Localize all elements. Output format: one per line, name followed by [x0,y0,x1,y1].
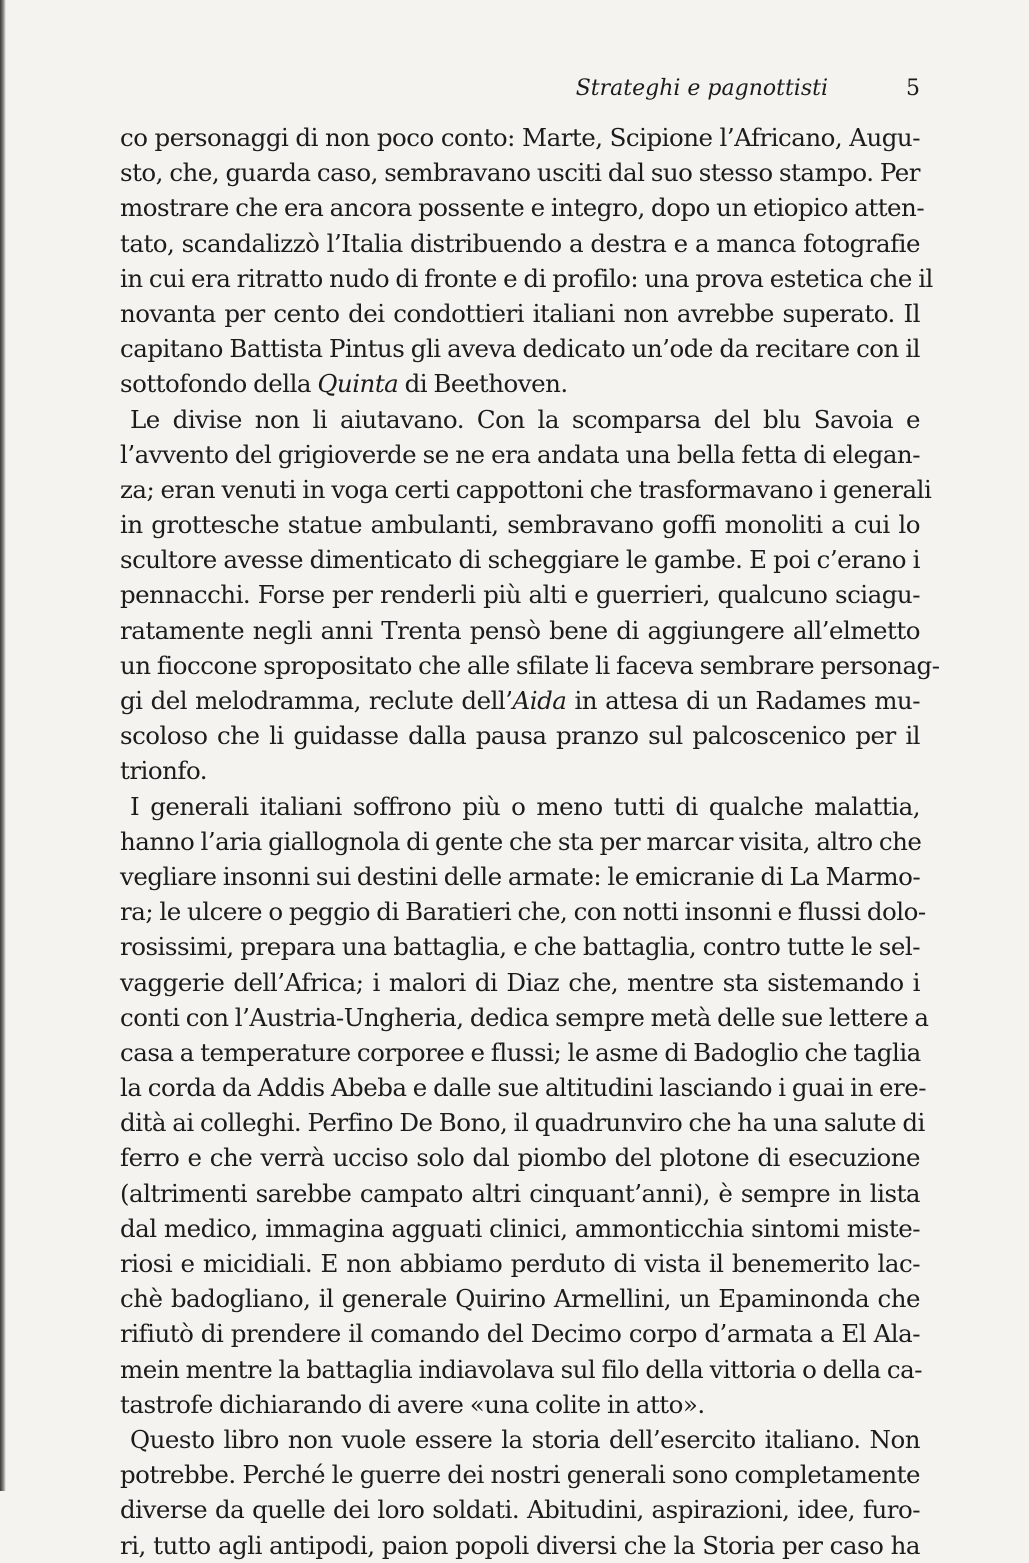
text-line: scultore avesse dimenticato di scheggiare le gambe. E poi c’erano i [120,545,920,575]
text-line: l’avvento del grigioverde se ne era andata una bella fetta di elegan- [120,439,920,469]
body-text [120,120,940,1563]
text-line: diverse da quelle dei loro soldati. Abitudini, aspirazioni, idee, furo- [120,1495,920,1525]
text-line: sto, che, guarda caso, sembravano usciti dal suo stesso stampo. Per [120,158,920,188]
text-line: sottofondo della Quinta di Beethoven. [120,369,568,399]
text-line: mein mentre la battaglia indiavolava sul filo della vittoria o della ca- [120,1354,923,1384]
page-number: 5 [906,76,920,101]
text-line: riosi e micidiali. E non abbiamo perduto di vista il benemerito lac- [120,1249,920,1278]
running-head [120,74,920,104]
text-line: capitano Battista Pintus gli aveva dedicato un’ode da recitare con il [120,334,920,364]
text-line: I generali italiani soffrono più o meno tutti di qualche malattia, [130,791,920,821]
text-line: conti con l’Austria-Ungheria, dedica sempre metà delle sue lettere a [120,1002,929,1032]
text-line: novanta per cento dei condottieri italiani non avrebbe superato. Il [120,298,920,328]
page-spine-shadow [0,0,6,1491]
work-title: Aida [512,686,567,715]
text-line: trionfo. [120,756,208,786]
text-line: vaggerie dell’Africa; i malori di Diaz che, mentre sta sistemando i [120,967,920,997]
text-line: ri, tutto agli antipodi, paion popoli diversi che la Storia per caso ha [120,1530,920,1560]
text-line: dal medico, immagina agguati clinici, ammonticchia sintomi miste- [120,1213,920,1243]
text-line: chè badogliano, il generale Quirino Armellini, un Epaminonda che [120,1284,920,1314]
text-line: rifiutò di prendere il comando del Decimo corpo d’armata a El Ala- [120,1319,920,1349]
paragraph [120,789,929,1422]
text-line: tastrofe dichiarando di avere «una colite in atto». [120,1389,705,1419]
text-line: rosissimi, prepara una battaglia, e che battaglia, contro tutte le sel- [120,932,920,962]
text-line: za; eran venuti in voga certi cappottoni che trasformavano i generali [120,474,932,504]
text-line: gi del melodramma, reclute dell’Aida in attesa di un Radames mu- [120,686,920,715]
text-line: in cui era ritratto nudo di fronte e di profilo: una prova estetica che il [120,263,933,293]
text-line: ra; le ulcere o peggio di Baratieri che, con notti insonni e flussi dolo- [120,897,926,927]
paragraph [120,1422,920,1563]
work-title: Quinta [317,369,399,399]
text-line: Questo libro non vuole essere la storia dell’esercito italiano. Non [130,1424,920,1454]
text-line: casa a temperature corporee e flussi; le asme di Badoglio che taglia [120,1037,921,1067]
text-line: co personaggi di non poco conto: Marte, Scipione l’Africano, Augu- [120,123,920,152]
text-line: vegliare insonni sui destini delle armate: le emicranie di La Marmo- [120,861,921,891]
text-line: ferro e che verrà ucciso solo dal piombo del plotone di esecuzione [120,1143,920,1173]
text-line: (altrimenti sarebbe campato altri cinquant’anni), è sempre in lista [120,1178,920,1208]
text-line: la corda da Addis Abeba e dalle sue altitudini lasciando i guai in ere- [120,1073,927,1103]
text-line: dità ai colleghi. Perfino De Bono, il quadrunviro che ha una salute di [120,1108,925,1138]
text-line: mostrare che era ancora possente e integro, dopo un etiopico atten- [120,193,925,223]
text-line: un fioccone spropositato che alle sfilate li faceva sembrare personag- [120,650,940,680]
paragraph [120,402,940,789]
text-line: potrebbe. Perché le guerre dei nostri generali sono completamente [120,1460,920,1490]
text-line: in grottesche statue ambulanti, sembravano goffi monoliti a cui lo [120,510,920,540]
text-line: tato, scandalizzò l’Italia distribuendo a destra e a manca fotografie [120,228,920,258]
text-line: hanno l’aria giallognola di gente che sta per marcar visita, altro che [120,826,922,856]
text-line: scoloso che li guidasse dalla pausa pranzo sul palcoscenico per il [120,721,920,751]
text-line: pennacchi. Forse per renderli più alti e guerrieri, qualcuno sciagu- [120,580,920,610]
text-line: ratamente negli anni Trenta pensò bene di aggiungere all’elmetto [120,615,920,645]
paragraph [120,120,933,402]
running-title: Strateghi e pagnottisti [575,76,828,101]
text-line: Le divise non li aiutavano. Con la scomparsa del blu Savoia e [130,404,920,434]
